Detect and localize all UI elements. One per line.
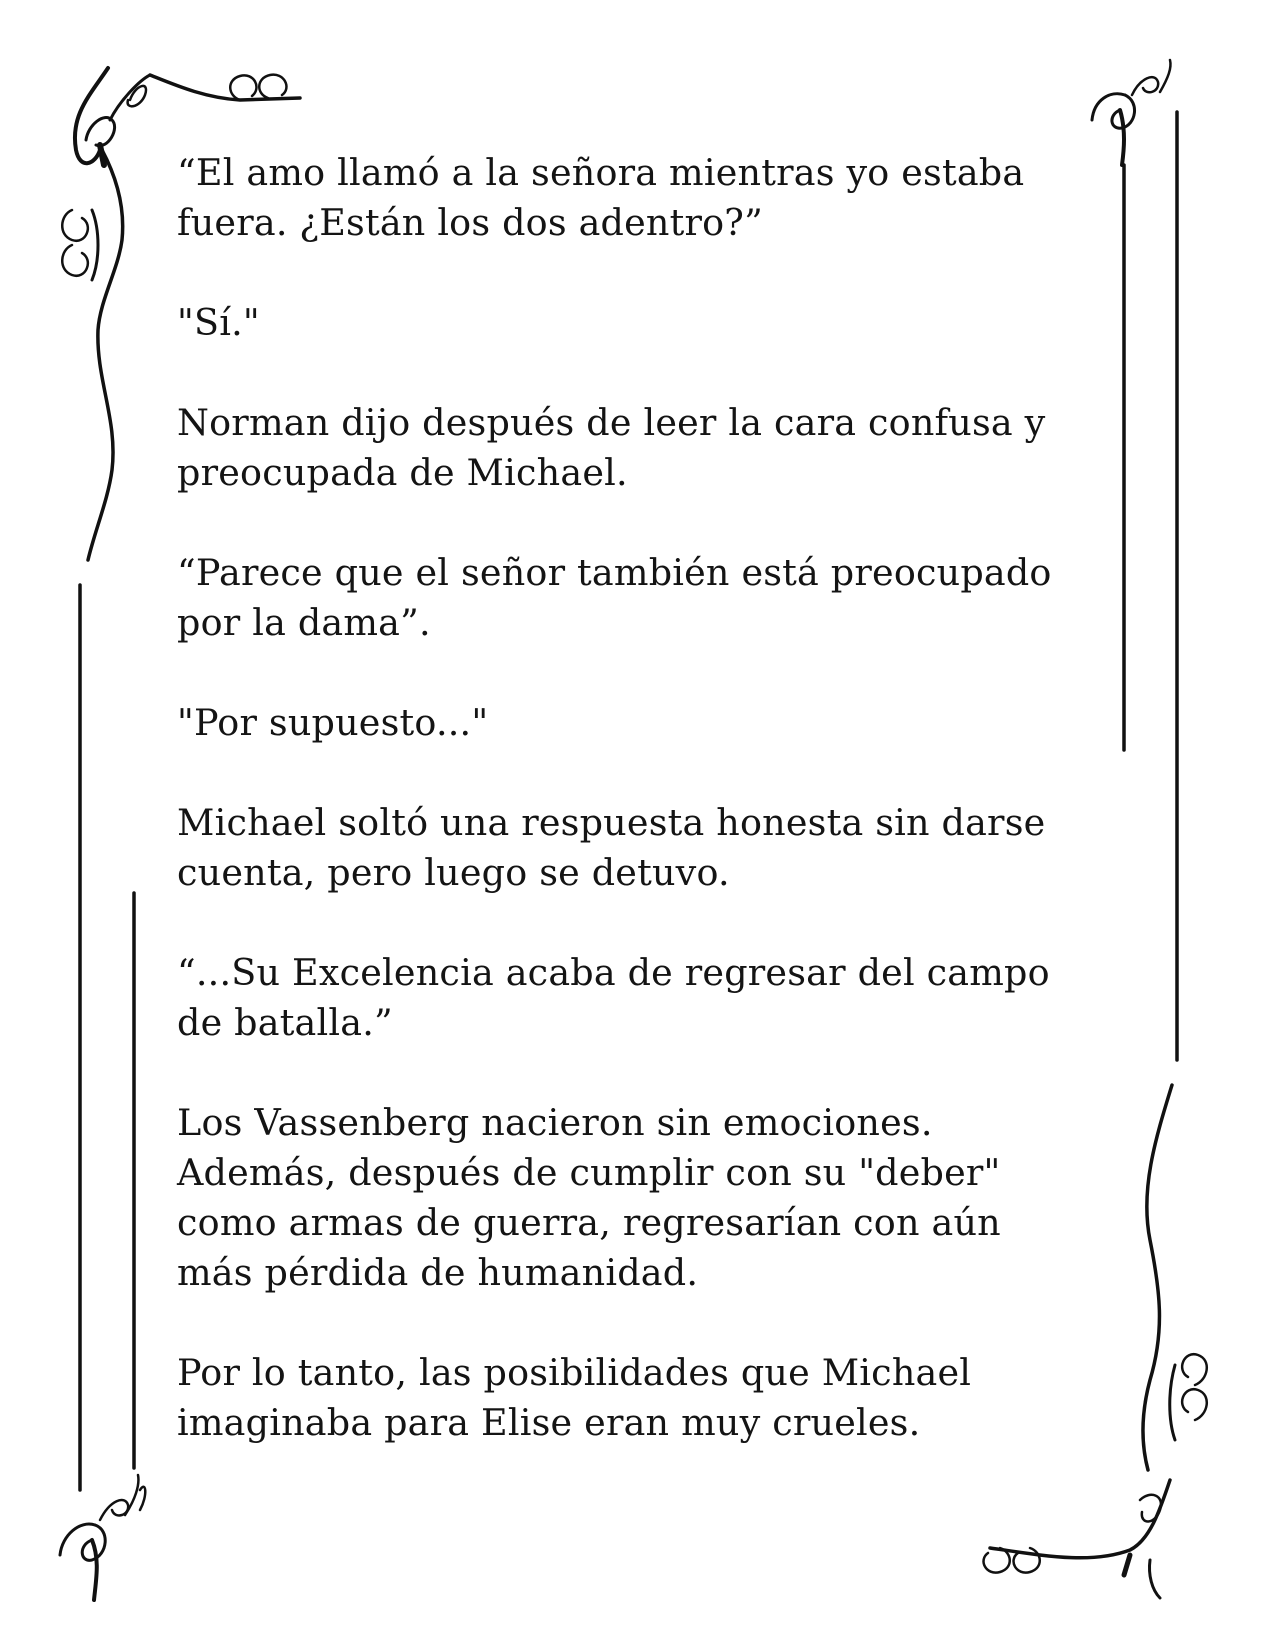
paragraph [177,1348,1097,1448]
text-line: imaginaba para Elise eran muy crueles. [177,1401,921,1444]
text-line: "Por supuesto..." [177,701,489,744]
paragraph [177,298,1097,348]
text-line: Por lo tanto, las posibilidades que Michael [177,1351,972,1394]
text-line: por la dama”. [177,601,431,644]
paragraph [177,698,1097,748]
paragraph [177,398,1097,498]
text-line: de batalla.” [177,1001,393,1044]
text-line: Además, después de cumplir con su "deber" [177,1151,1001,1194]
text-line: "Sí." [177,301,260,344]
text-line: “El amo llamó a la señora mientras yo estaba [177,151,1025,194]
text-line: fuera. ¿Están los dos adentro?” [177,201,763,244]
text-line: preocupada de Michael. [177,451,628,494]
text-line: cuenta, pero luego se detuvo. [177,851,730,894]
paragraph [177,148,1097,248]
paragraph [177,948,1097,1048]
text-line: “Parece que el señor también está preocupado [177,551,1052,594]
text-line: Los Vassenberg nacieron sin emociones. [177,1101,933,1144]
text-line: “...Su Excelencia acaba de regresar del campo [177,951,1050,994]
bottom-left-flourish-icon [60,1475,145,1600]
top-right-flourish-icon [1092,60,1171,165]
text-line: Michael soltó una respuesta honesta sin darse [177,801,1046,844]
paragraph [177,798,1097,898]
left-border-lines [80,585,134,1490]
paragraph [177,1098,1097,1298]
text-line: más pérdida de humanidad. [177,1251,699,1294]
body-text [177,148,1097,1498]
text-line: como armas de guerra, regresarían con aún [177,1201,1001,1244]
right-border-lines [1124,112,1177,1060]
text-line: Norman dijo después de leer la cara confusa y [177,401,1046,444]
paragraph [177,548,1097,648]
